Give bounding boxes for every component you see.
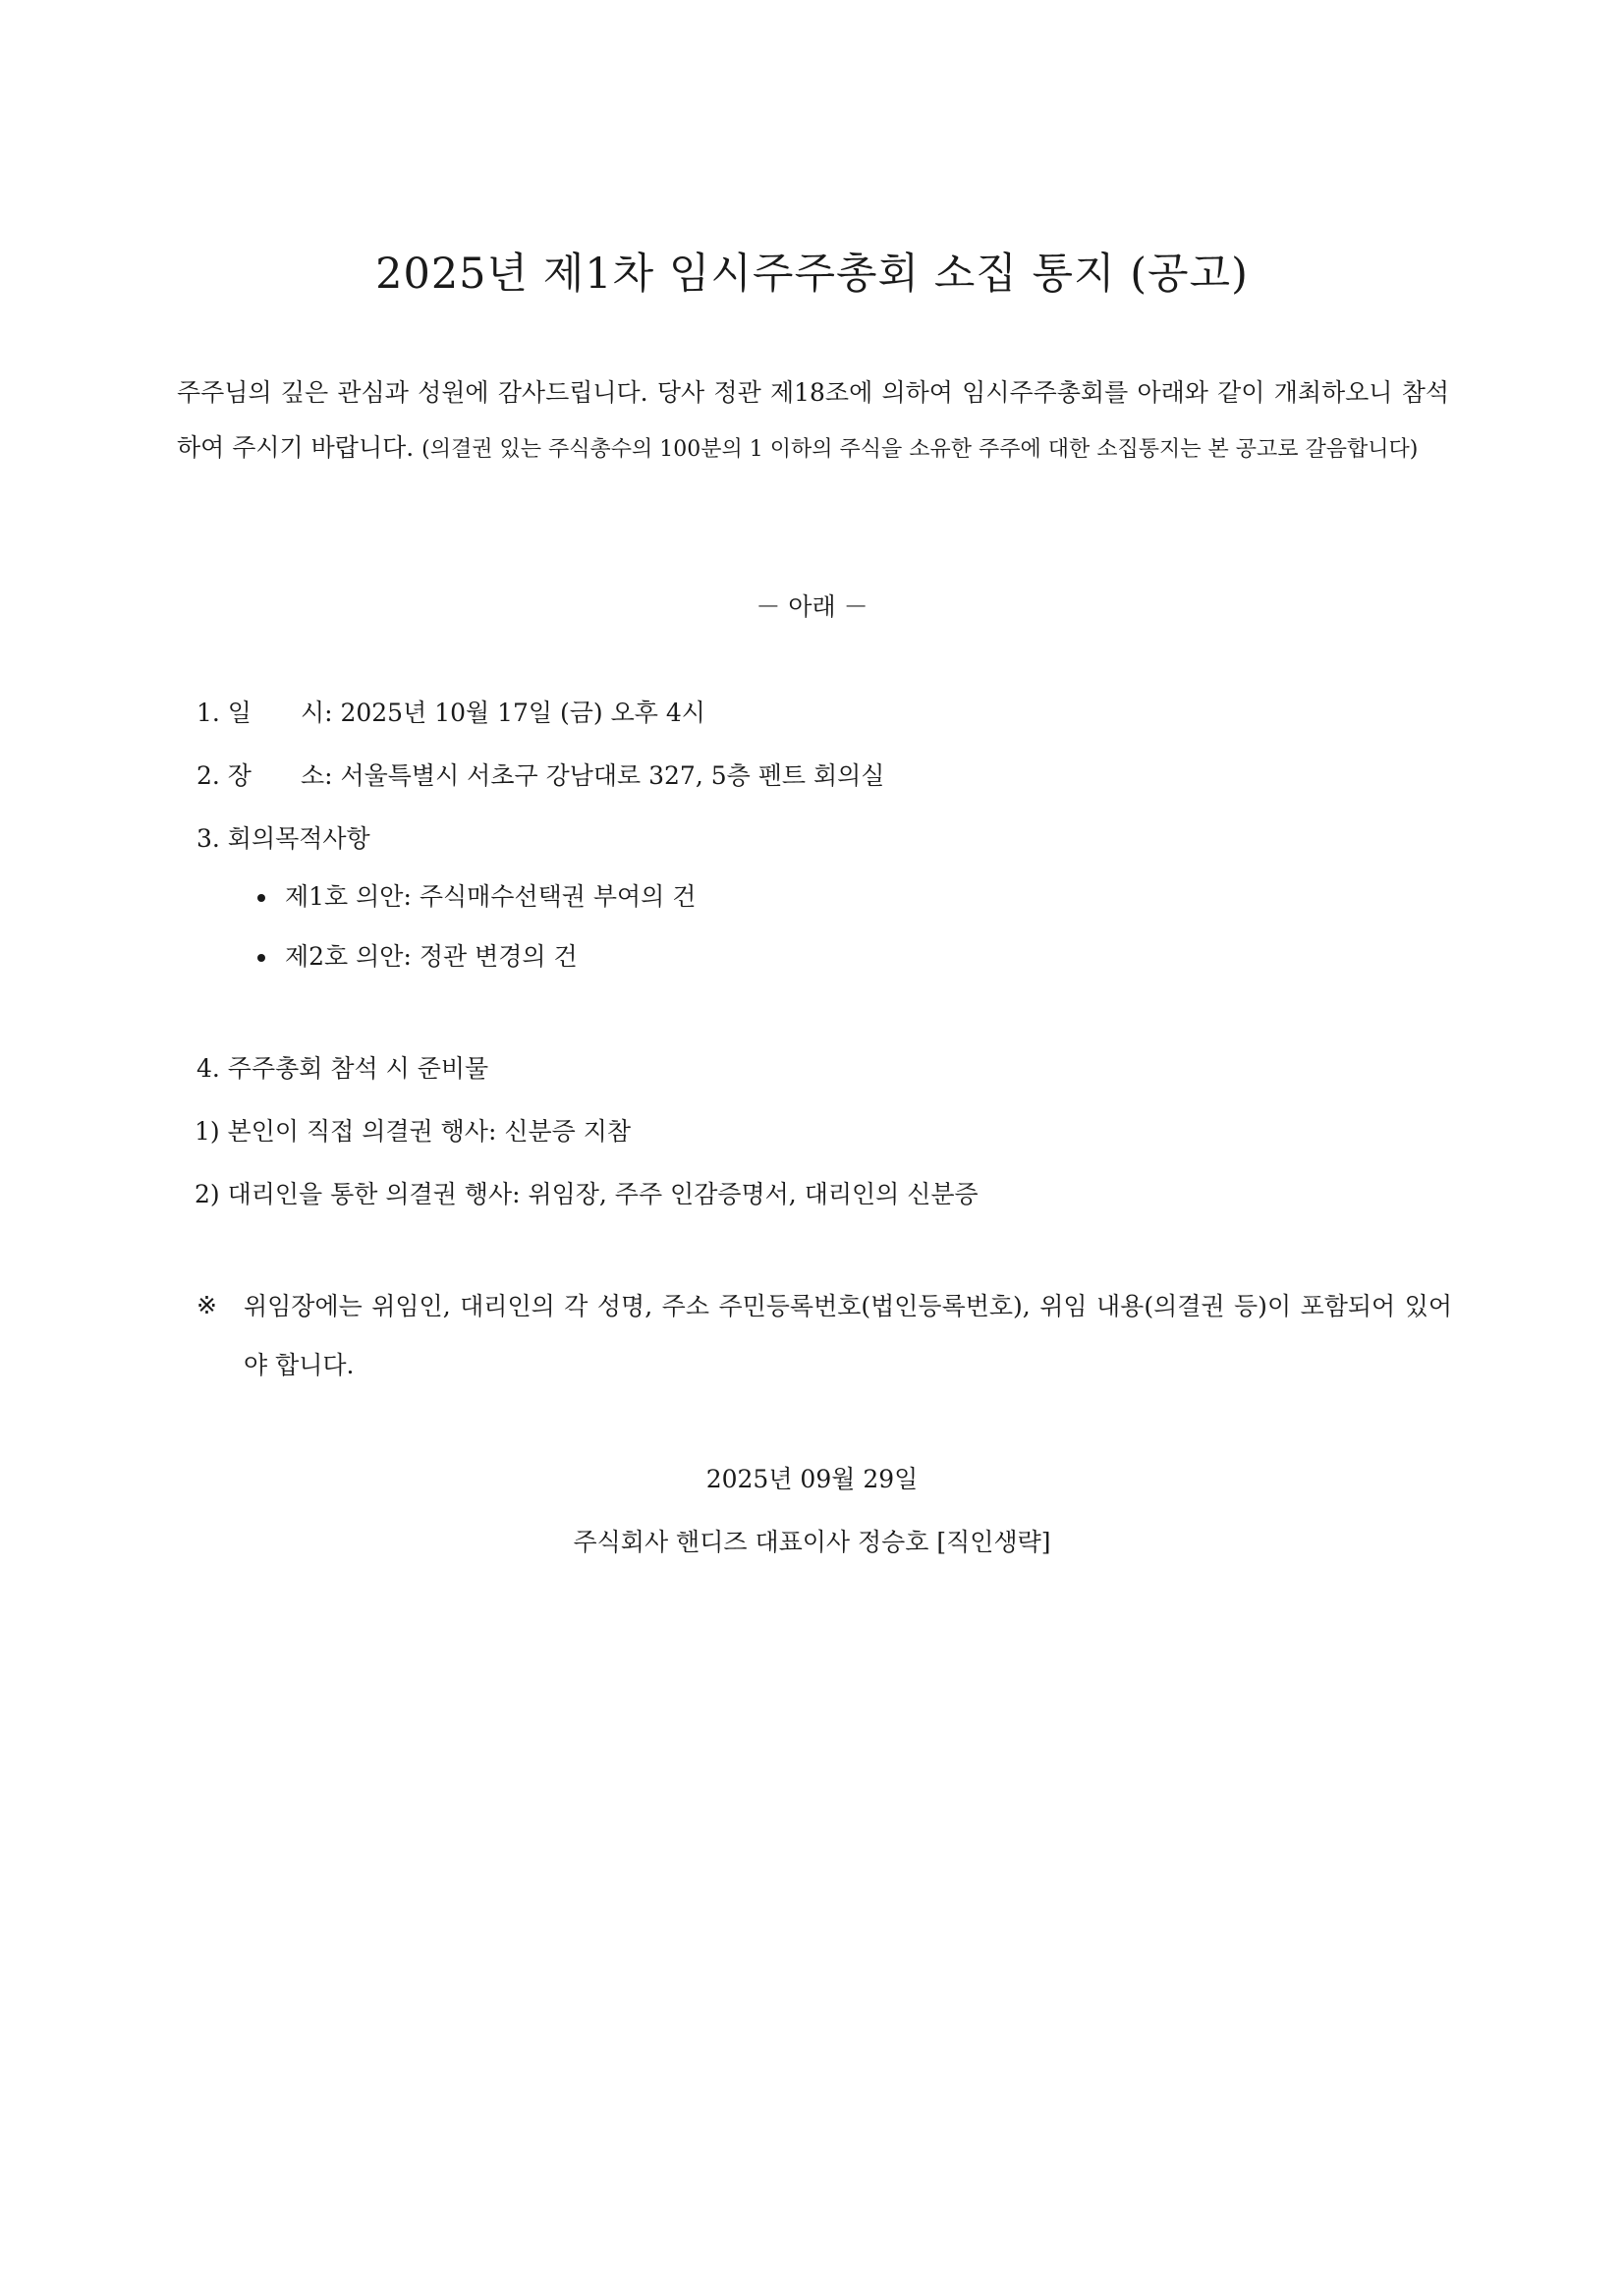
- intro-main-text: 주주님의 깊은 관심과 성원에 감사드립니다. 당사 정관 제18조에 의하여 임시주주총회를 아래와 같이 개최하오니 참석하여 주시기 바랍니다.: [177, 378, 1449, 462]
- note-symbol: ※: [196, 1291, 217, 1319]
- prep-line-2: 2) 대리인을 통한 의결권 행사: 위임장, 주주 인감증명서, 대리인의 신분증: [195, 1180, 979, 1208]
- item-datetime: 1. 일 시: 2025년 10월 17일 (금) 오후 4시: [196, 699, 705, 727]
- bullet-icon: [257, 954, 265, 962]
- intro-paragraph: [177, 365, 1449, 477]
- item-location: 2. 장 소: 서울특별시 서초구 강남대로 327, 5층 펜트 회의실: [196, 761, 885, 790]
- agenda-item-2: 제2호 의안: 정관 변경의 건: [285, 942, 578, 971]
- agenda-item-1: 제1호 의안: 주식매수선택권 부여의 건: [285, 882, 697, 911]
- document-title: 2025년 제1차 임시주주총회 소집 통지 (공고): [375, 250, 1249, 299]
- note-text: 위임장에는 위임인, 대리인의 각 성명, 주소 주민등록번호(법인등록번호), 위임 내용(의결권 등)이 포함되어 있어야 합니다.: [244, 1292, 1452, 1379]
- signature-line: 주식회사 핸디즈 대표이사 정승호 [직인생략]: [573, 1528, 1051, 1556]
- below-heading: － 아래 －: [756, 592, 868, 621]
- intro-note-text: (의결권 있는 주식총수의 100분의 1 이하의 주식을 소유한 주주에 대한 소집통지는 본 공고로 갈음합니다): [421, 437, 1419, 462]
- prep-heading: 4. 주주총회 참석 시 준비물: [196, 1054, 489, 1083]
- notice-date: 2025년 09월 29일: [705, 1465, 919, 1493]
- prep-line-1: 1) 본인이 직접 의결권 행사: 신분증 지참: [195, 1117, 632, 1146]
- bullet-icon: [257, 894, 265, 902]
- item-agenda-heading: 3. 회의목적사항: [196, 824, 370, 853]
